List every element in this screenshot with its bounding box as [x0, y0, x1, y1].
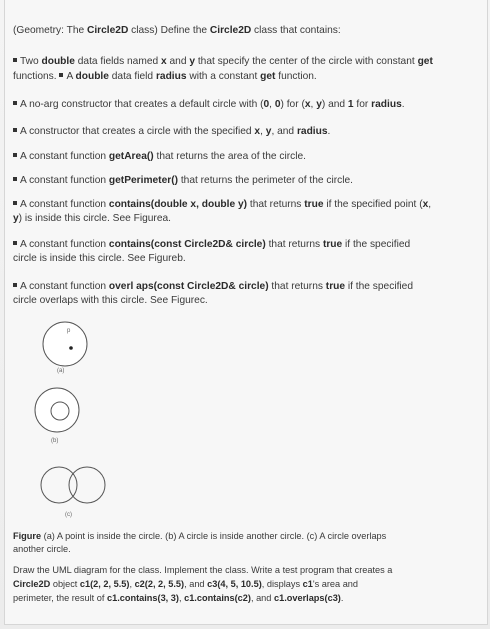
text: that returns	[247, 199, 305, 210]
bullet-icon	[13, 101, 17, 105]
text: circle is inside this circle. See Figureb.	[13, 253, 186, 264]
text: Draw the UML diagram for the class. Implement the class. Write a test program that creates a	[13, 565, 393, 575]
text: function.	[275, 71, 317, 82]
text: ,	[129, 579, 135, 589]
text: that returns the area of the circle.	[153, 151, 306, 162]
bold-text: y	[189, 56, 196, 67]
text: ) is inside this circle. See Figurea.	[18, 213, 171, 224]
text: 's area and	[312, 579, 359, 589]
bullet-3	[13, 125, 330, 138]
text: A constant function	[20, 239, 109, 250]
text: that returns the perimeter of the circle.	[178, 175, 353, 186]
bold-text: x	[304, 99, 311, 110]
bullet-icon	[13, 201, 17, 205]
class-name: Circle2D	[86, 25, 129, 36]
figure-c-circle-2	[69, 467, 105, 503]
text: that returns	[268, 281, 326, 292]
bullet-8-line-2	[13, 294, 208, 307]
bullet-4	[13, 150, 306, 163]
bold-text: y	[13, 213, 19, 224]
bold-text: get	[260, 71, 276, 82]
bold-text: 0	[274, 99, 281, 110]
bold-text: c1.contains(c2)	[184, 593, 251, 603]
document-sheet	[4, 0, 488, 625]
text: ,	[178, 593, 185, 603]
intro-suffix: class that contains:	[251, 25, 341, 36]
bold-text: c1	[302, 579, 313, 589]
figure-b-inner-circle	[51, 402, 69, 420]
text: circle overlaps with this circle. See Figurec.	[13, 295, 208, 306]
bullet-icon	[13, 128, 17, 132]
bullet-8-line-1	[13, 280, 413, 293]
bold-text: x	[422, 199, 429, 210]
text: , and	[250, 593, 274, 603]
bold-text: radius	[296, 126, 328, 137]
text: ) for (	[280, 99, 305, 110]
bold-text: true	[325, 281, 346, 292]
bullet-7-line-2	[13, 252, 186, 265]
bold-text: double	[75, 71, 109, 82]
bold-text: x	[161, 56, 167, 67]
bold-text: 0	[263, 99, 270, 110]
text: A constant function	[20, 175, 109, 186]
text: ,	[310, 99, 317, 110]
bold-text: c2(2, 2, 5.5)	[134, 579, 185, 589]
class-name-2: Circle2D	[209, 25, 252, 36]
intro-prefix: (Geometry: The	[13, 25, 87, 36]
text: A constant function	[20, 151, 109, 162]
bullet-2	[13, 98, 405, 111]
task-line-1	[13, 564, 392, 576]
intro-mid: class) Define the	[128, 25, 210, 36]
text: data field	[108, 71, 156, 82]
bold-text: true	[304, 199, 324, 210]
text: functions.	[13, 71, 57, 82]
bullet-6-line-1	[13, 198, 431, 211]
text: A constant function	[20, 281, 109, 292]
figure-c-diagram	[29, 460, 119, 510]
text: if the specified	[342, 239, 411, 250]
figure-a-diagram	[35, 316, 95, 376]
intro-line	[13, 24, 341, 37]
bold-text: radius	[155, 71, 187, 82]
bold-text: c1(2, 2, 5.5)	[79, 579, 130, 589]
text: .	[340, 593, 344, 603]
text: object	[50, 579, 80, 589]
bullet-1-line-1	[13, 55, 433, 68]
bold-text: Circle2D	[13, 579, 51, 589]
text: for	[353, 99, 372, 110]
text: if the specified	[345, 281, 414, 292]
text: ,	[269, 99, 275, 110]
bold-text: x	[254, 126, 261, 137]
bold-text: true	[322, 239, 343, 250]
figure-b-label: (b)	[51, 438, 59, 444]
bold-text: double	[41, 56, 75, 67]
figure-a-circle	[43, 322, 87, 366]
text: that specify the center of the circle with constant	[195, 56, 418, 67]
bold-text: overl aps(const Circle2D& circle)	[108, 281, 269, 292]
text: data fields named	[74, 56, 161, 67]
bullet-icon	[13, 241, 17, 245]
text: with a constant	[186, 71, 261, 82]
figure-a-label: (a)	[57, 368, 65, 374]
text: and	[166, 56, 190, 67]
bold-text: c1.contains(3, 3)	[106, 593, 179, 603]
bullet-icon	[13, 177, 17, 181]
text: A no-arg constructor that creates a default circle with (	[20, 99, 264, 110]
bold-text: radius	[371, 99, 402, 110]
text: ) and	[321, 99, 348, 110]
text: .	[401, 99, 405, 110]
text: , displays	[261, 579, 303, 589]
bold-text: getPerimeter()	[108, 175, 178, 186]
text: Two	[20, 56, 42, 67]
figure-caption-line-1	[13, 530, 386, 542]
caption-text: (a) A point is inside the circle. (b) A circle is inside another circle. (c) A circle overlaps	[41, 531, 387, 541]
figure-a-point	[69, 346, 73, 350]
text: A constant function	[20, 199, 109, 210]
text: A	[66, 71, 76, 82]
bold-text: c1.overlaps(c3)	[273, 593, 341, 603]
bold-text: contains(double x, double y)	[108, 199, 248, 210]
bullet-7-line-1	[13, 238, 410, 251]
text: .	[327, 126, 331, 137]
bullet-icon	[59, 73, 63, 77]
bold-text: 1	[347, 99, 354, 110]
bullet-6-line-2	[13, 212, 171, 225]
text: , and	[184, 579, 208, 589]
figure-caption-line-2	[13, 543, 71, 555]
bold-text: get	[417, 56, 433, 67]
text: perimeter, the result of	[13, 593, 107, 603]
caption-text: another circle.	[13, 544, 71, 554]
bold-text: getArea()	[108, 151, 154, 162]
text: ,	[260, 126, 266, 137]
text: ,	[428, 199, 432, 210]
bullet-icon	[13, 283, 17, 287]
bullet-1-line-2	[13, 70, 317, 83]
task-line-2	[13, 578, 358, 590]
figure-b-diagram	[27, 382, 87, 438]
bullet-icon	[13, 58, 17, 62]
text: , and	[271, 126, 297, 137]
task-line-3	[13, 592, 343, 604]
point-label: p	[67, 328, 71, 334]
bold-text: y	[265, 126, 272, 137]
bold-text: contains(const Circle2D& circle)	[108, 239, 266, 250]
figure-c-label: (c)	[65, 512, 72, 518]
text: if the specified point (	[323, 199, 423, 210]
bullet-5	[13, 174, 353, 187]
text: A constructor that creates a circle with the specified	[20, 126, 255, 137]
bullet-icon	[13, 153, 17, 157]
text: that returns	[265, 239, 323, 250]
bold-text: c3(4, 5, 10.5)	[207, 579, 262, 589]
figure-c-circle-1	[41, 467, 77, 503]
caption-bold: Figure	[13, 531, 42, 541]
bold-text: y	[316, 99, 322, 110]
